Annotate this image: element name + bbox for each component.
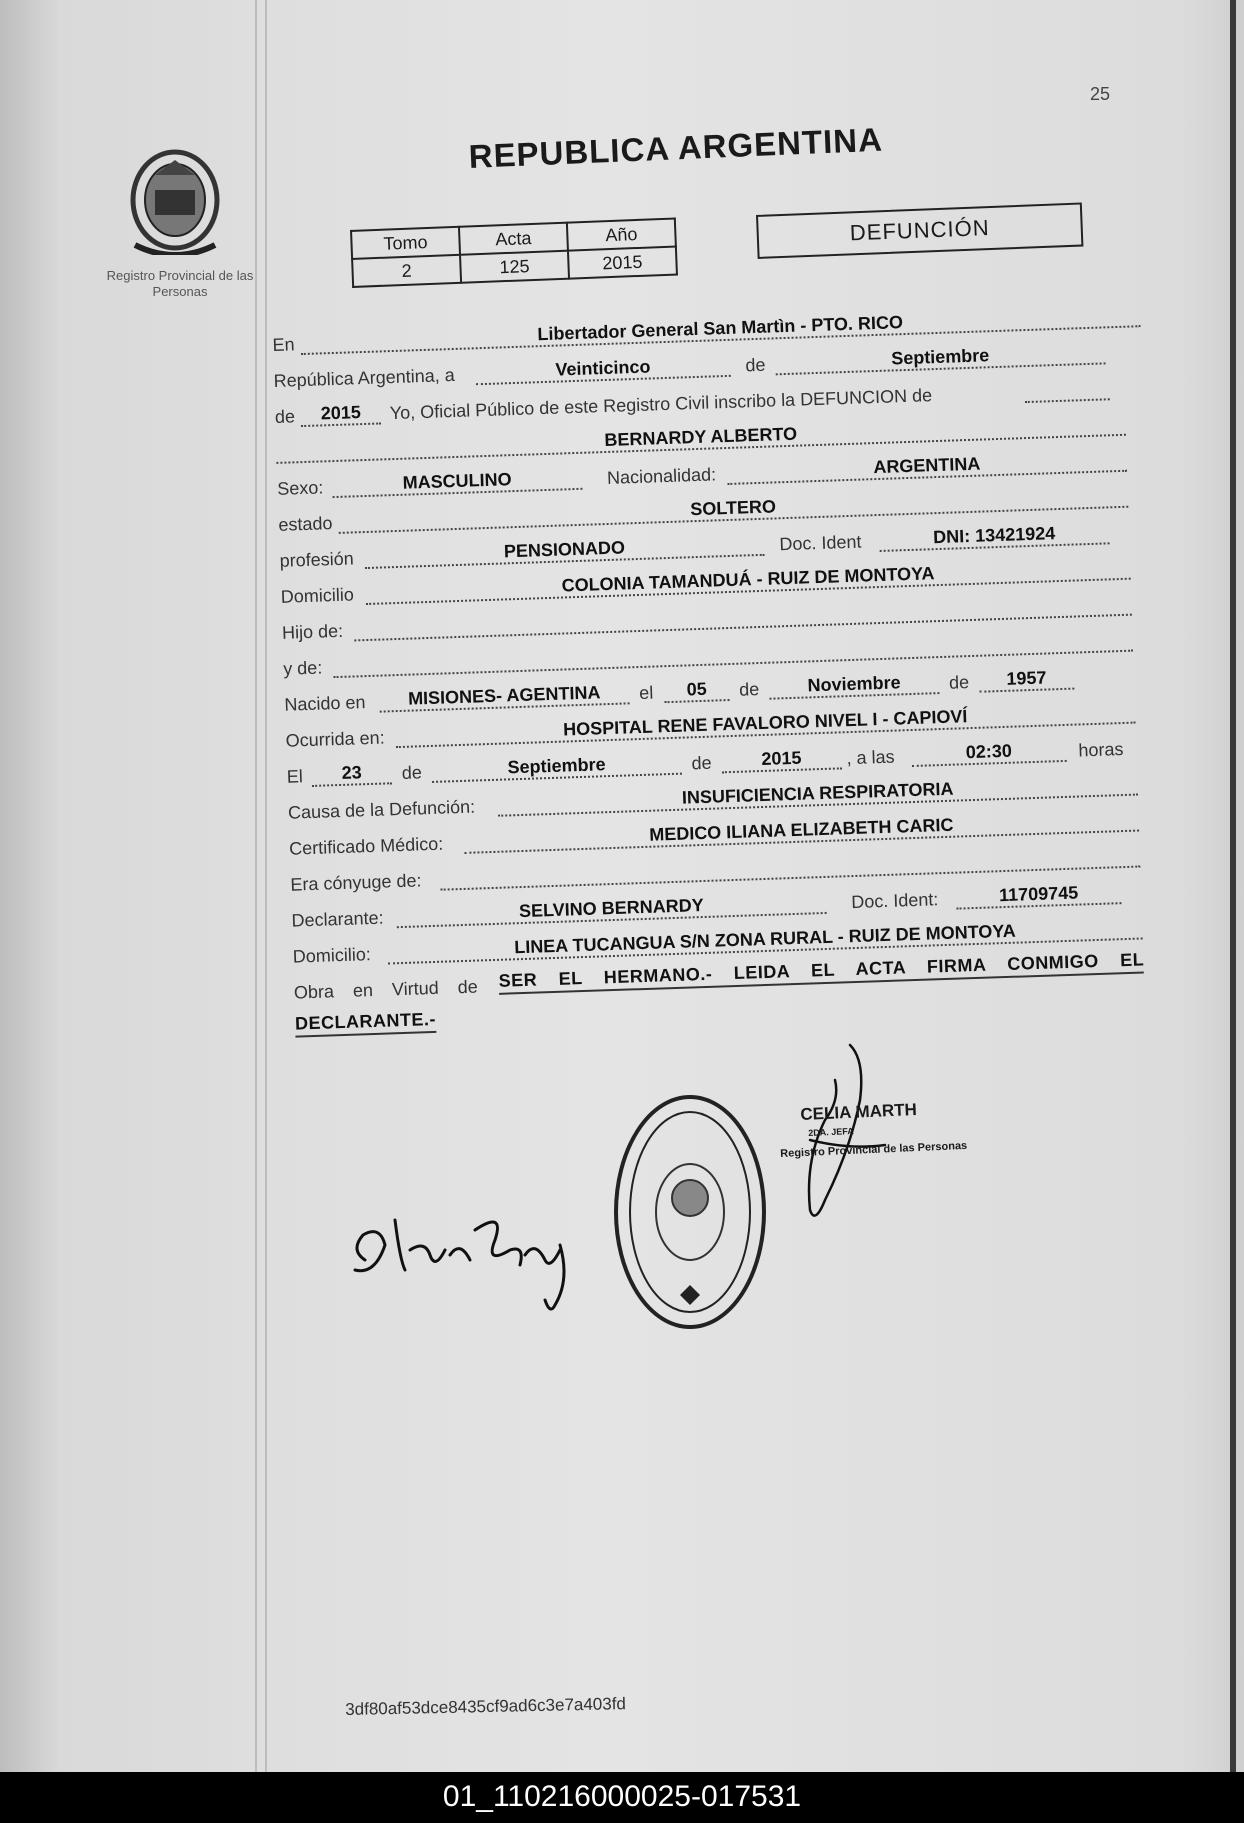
label-alas: , a las bbox=[846, 746, 895, 769]
value-def-dia: 23 bbox=[341, 762, 363, 783]
label-certificado: Certificado Médico: bbox=[288, 833, 444, 859]
label-nacido: Nacido en bbox=[284, 692, 366, 715]
label-en: En bbox=[272, 334, 295, 355]
value-nombre: BERNARDY ALBERTO bbox=[604, 423, 798, 451]
page-number: 25 bbox=[1090, 84, 1111, 104]
value-doc2: 11709745 bbox=[998, 882, 1079, 906]
label-sexo: Sexo: bbox=[276, 477, 324, 499]
label-inscribo: Yo, Oficial Público de este Registro Civil inscribo la DEFUNCION de bbox=[389, 385, 933, 424]
value-mes: Septiembre bbox=[890, 345, 990, 369]
label-de-def-anio: de bbox=[691, 752, 712, 774]
label-domicilio: Domicilio bbox=[280, 584, 355, 607]
label-de-nac-mes: de bbox=[738, 679, 760, 700]
label-hijo: Hijo de: bbox=[281, 620, 344, 643]
value-domicilio: COLONIA TAMANDUÁ - RUIZ DE MONTOYA bbox=[561, 563, 935, 596]
label-estado: estado bbox=[278, 513, 333, 535]
label-causa: Causa de la Defunción: bbox=[287, 796, 476, 823]
acta-table bbox=[350, 217, 678, 287]
label-el: el bbox=[638, 682, 654, 704]
value-en: Libertador General San Martìn - PTO. RICO bbox=[537, 312, 904, 345]
value-obra-1: SER EL HERMANO.- LEIDA EL ACTA FIRMA CONMIGO EL bbox=[498, 949, 1143, 994]
value-profesion: PENSIONADO bbox=[503, 537, 626, 562]
label-doc: Doc. Ident bbox=[779, 531, 862, 555]
registry-stamp-icon bbox=[610, 1090, 770, 1335]
table-value-tomo: 2 bbox=[352, 255, 461, 287]
official-name: CELIA MARTH bbox=[800, 1099, 918, 1124]
value-declarante: SELVINO BERNARDY bbox=[518, 895, 704, 922]
document-hash: 3df80af53dce8435cf9ad6c3e7a403fd bbox=[345, 1694, 627, 1719]
scan-streak bbox=[255, 0, 257, 1772]
table-value-anio: 2015 bbox=[568, 247, 677, 279]
label-el-def: El bbox=[286, 766, 304, 787]
table-value-acta: 125 bbox=[460, 251, 569, 283]
label-profesion: profesión bbox=[279, 548, 355, 571]
value-nacido-lugar: MISIONES- AGENTINA bbox=[407, 682, 601, 709]
value-nacionalidad: ARGENTINA bbox=[873, 453, 981, 478]
footer-id: 01_110216000025-017531 bbox=[0, 1772, 1244, 1823]
label-de-def-mes: de bbox=[401, 762, 423, 783]
label-ocurrida: Ocurrida en: bbox=[285, 727, 385, 751]
death-record-form bbox=[272, 301, 1145, 1034]
label-de-nac-anio: de bbox=[948, 672, 970, 693]
provincial-seal-icon bbox=[125, 145, 225, 255]
value-ocurrida: HOSPITAL RENE FAVALORO NIVEL I - CAPIOVÍ bbox=[562, 706, 968, 740]
value-obra-2: DECLARANTE.- bbox=[295, 1009, 437, 1038]
value-certificado: MEDICO ILIANA ELIZABETH CARIC bbox=[648, 814, 954, 845]
label-yde: y de: bbox=[282, 657, 323, 679]
scan-streak bbox=[265, 0, 267, 1772]
label-obra: Obra en Virtud de bbox=[293, 976, 478, 1003]
label-nacionalidad: Nacionalidad: bbox=[606, 464, 717, 488]
official-title: 2DA. JEFA bbox=[808, 1126, 854, 1138]
value-def-hora: 02:30 bbox=[965, 740, 1013, 763]
label-republica: República Argentina, a bbox=[273, 364, 456, 391]
declarant-signature-icon bbox=[345, 1190, 610, 1320]
value-def-anio: 2015 bbox=[761, 747, 802, 770]
label-doc2: Doc. Ident: bbox=[850, 889, 939, 913]
value-nac-anio: 1957 bbox=[1006, 667, 1047, 689]
table-header-tomo: Tomo bbox=[351, 227, 460, 259]
value-dia: Veinticinco bbox=[555, 356, 651, 380]
label-conyuge: Era cónyuge de: bbox=[290, 870, 422, 895]
label-domicilio2: Domicilio: bbox=[292, 944, 372, 967]
label-declarante: Declarante: bbox=[291, 907, 384, 931]
registry-label: Registro Provincial de las Personas bbox=[106, 268, 254, 299]
value-nac-mes: Noviembre bbox=[807, 672, 901, 696]
label-de: de bbox=[745, 354, 766, 376]
label-horas: horas bbox=[1078, 739, 1124, 761]
page-edge bbox=[1230, 0, 1236, 1772]
document-title: REPUBLICA ARGENTINA bbox=[468, 120, 884, 175]
value-def-mes: Septiembre bbox=[507, 754, 606, 778]
official-registry: Registro Provincial de las Personas bbox=[780, 1139, 968, 1160]
value-doc: DNI: 13421924 bbox=[932, 523, 1056, 548]
value-estado: SOLTERO bbox=[689, 496, 777, 520]
value-anio: 2015 bbox=[320, 402, 362, 424]
label-de-anio: de bbox=[274, 406, 296, 427]
field-inscribo-tail bbox=[1024, 374, 1110, 403]
value-causa: INSUFICIENCIA RESPIRATORIA bbox=[681, 778, 954, 808]
document-type-box: DEFUNCIÓN bbox=[756, 202, 1083, 258]
value-domicilio2: LINEA TUCANGUA S/N ZONA RURAL - RUIZ DE MONTOYA bbox=[513, 920, 1016, 958]
table-header-acta: Acta bbox=[459, 223, 568, 255]
value-nac-dia: 05 bbox=[686, 678, 707, 700]
value-sexo: MASCULINO bbox=[402, 469, 512, 493]
table-header-anio: Año bbox=[567, 219, 676, 251]
